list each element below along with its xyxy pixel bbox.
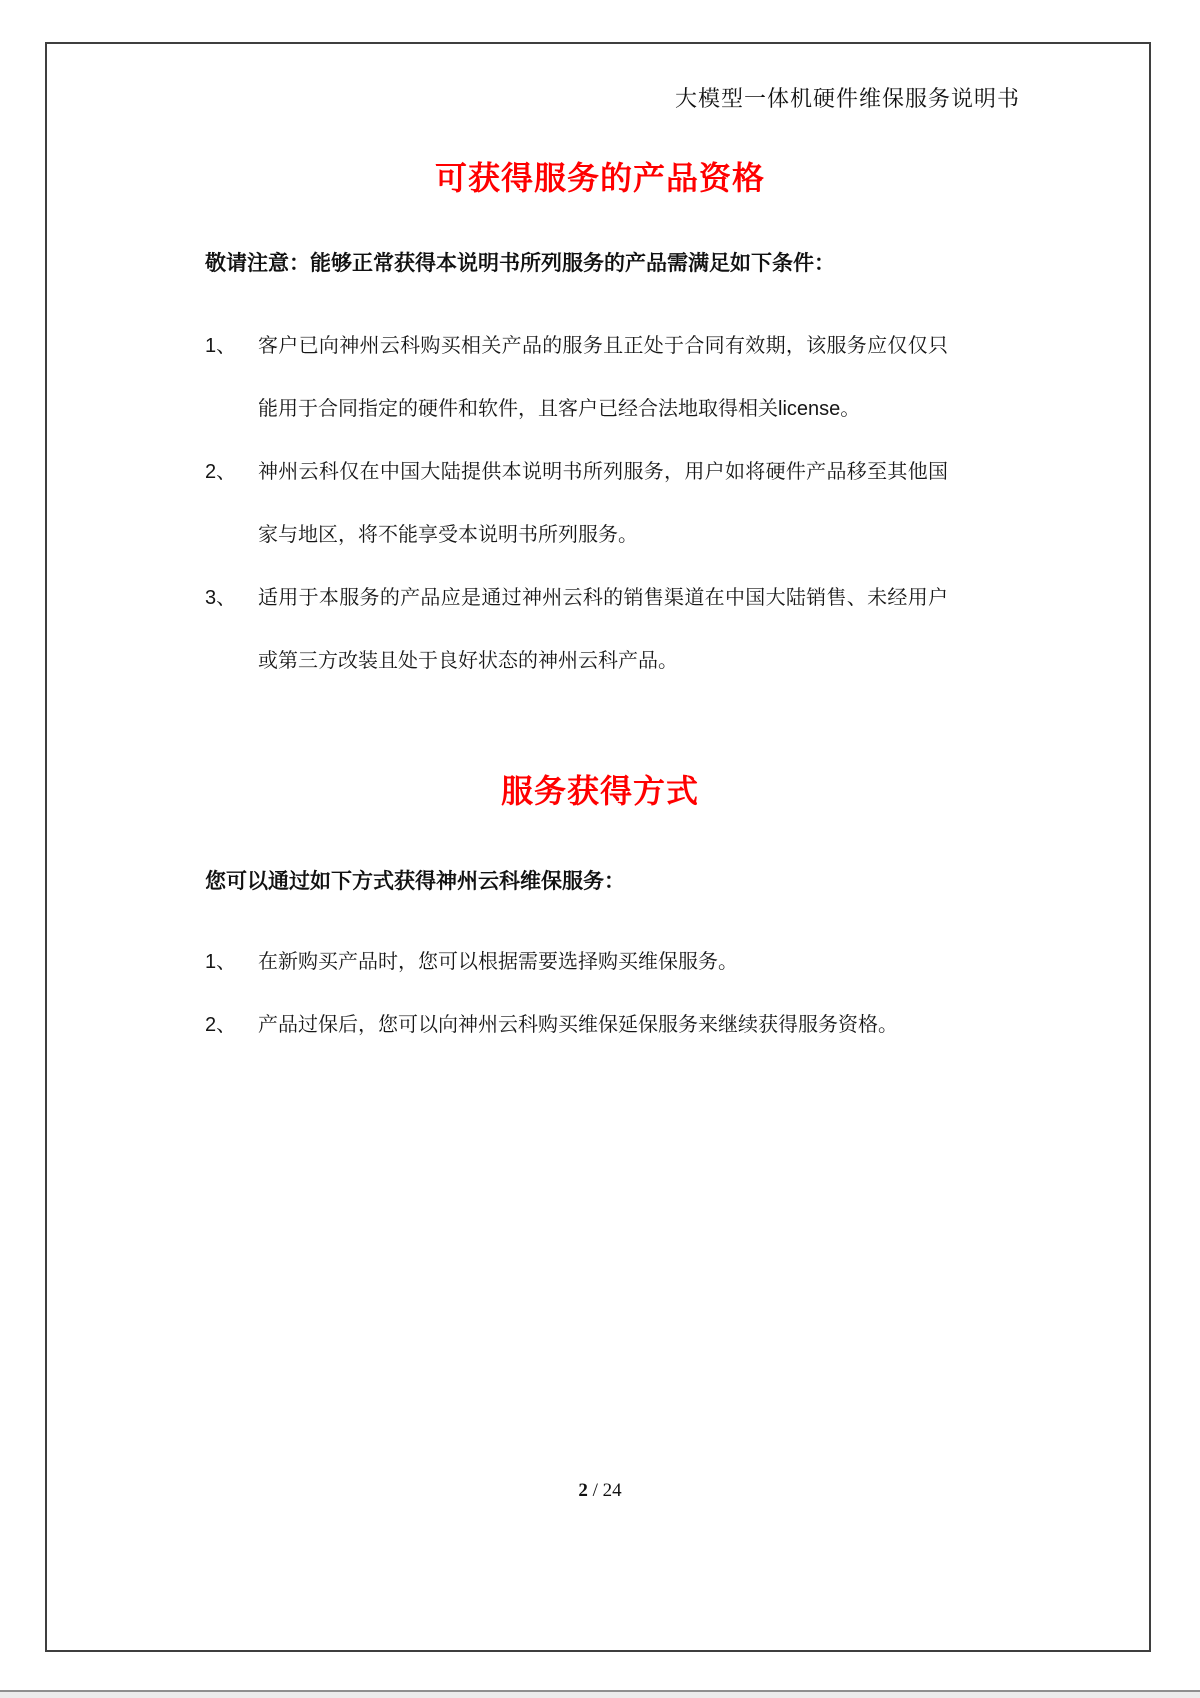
service-acquisition-list [205,931,965,1057]
list-item-number: 1、 [205,951,237,973]
eligibility-condition-list [205,315,965,693]
section-intro-service-acquisition: 您可以通过如下方式获得神州云科维保服务： [205,870,625,893]
list-item-text: 产品过保后，您可以向神州云科购买维保延保服务来继续获得服务资格。 [258,1014,898,1036]
total-page-count: 24 [602,1480,622,1501]
list-item-number: 1、 [205,335,237,357]
section-intro-product-eligibility: 敬请注意：能够正常获得本说明书所列服务的产品需满足如下条件： [205,252,835,275]
list-item [205,315,965,441]
page-number-separator: / [587,1480,603,1501]
list-item-number: 3、 [205,587,237,609]
list-item-text: 神州云科仅在中国大陆提供本说明书所列服务，用户如将硬件产品移至其他国家与地区，将不能享受本说明书所列服务。 [258,461,948,546]
list-item-number: 2、 [205,461,237,483]
list-item [205,567,965,693]
list-item [205,931,965,994]
list-item-text: 在新购买产品时，您可以根据需要选择购买维保服务。 [258,951,738,973]
current-page-number: 2 [578,1480,588,1501]
list-item-text: 客户已向神州云科购买相关产品的服务且正处于合同有效期，该服务应仅仅只能用于合同指定的硬件和软件，且客户已经合法地取得相关license。 [258,335,948,420]
page-border [45,42,1151,1652]
document-header-title: 大模型一体机硬件维保服务说明书 [674,86,1020,111]
list-item-text: 适用于本服务的产品应是通过神州云科的销售渠道在中国大陆销售、未经用户或第三方改装且处于良好状态的神州云科产品。 [258,587,948,672]
list-item-number: 2、 [205,1014,237,1036]
page-bottom-edge [0,1690,1200,1698]
section-title-product-eligibility: 可获得服务的产品资格 [434,160,765,196]
section-title-service-acquisition: 服务获得方式 [500,773,699,809]
list-item [205,994,965,1057]
list-item [205,441,965,567]
page-number-footer [0,1480,1200,1502]
